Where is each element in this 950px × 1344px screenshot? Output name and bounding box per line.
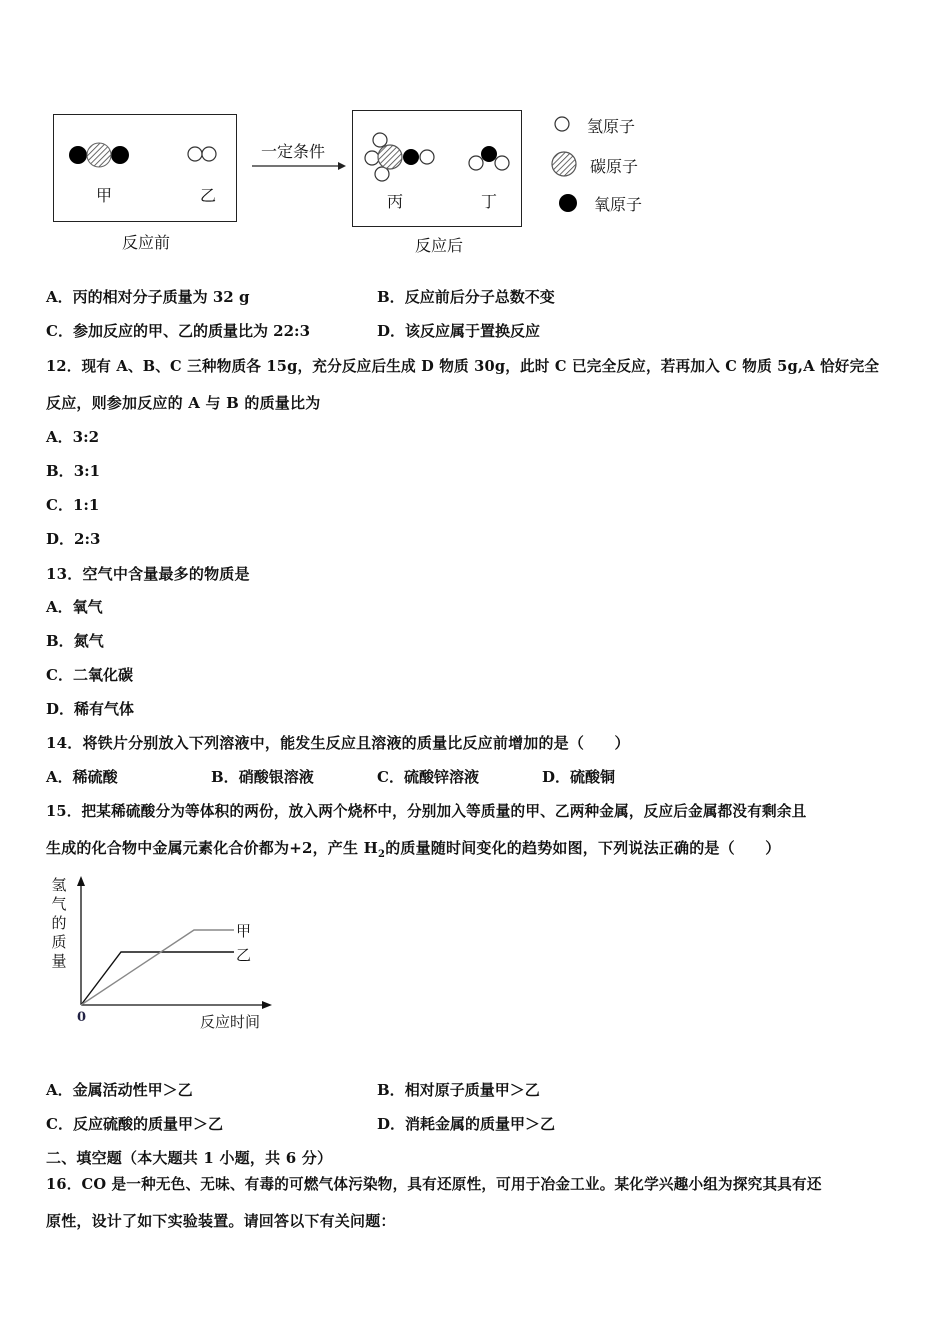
q15-stem-line2	[46, 837, 780, 860]
option-text: 参加反应的甲、乙的质量比为 22:3	[72, 322, 311, 340]
option-key: B．	[46, 462, 74, 480]
option-key: A．	[46, 1081, 73, 1099]
q15-option-d[interactable]	[377, 1113, 555, 1134]
legend-oxygen-label: 氧原子	[594, 195, 643, 214]
option-text: 氮气	[73, 632, 104, 650]
stem-text: 的质量随时间变化的趋势如图，下列说法正确的是（ ）	[385, 839, 781, 857]
q15-option-c[interactable]	[46, 1113, 223, 1134]
q11-option-d[interactable]	[377, 320, 540, 341]
q14-stem: 14．将铁片分别放入下列溶液中，能发生反应且溶液的质量比反应前增加的是（ ）	[46, 734, 630, 752]
option-text: 反应硫酸的质量甲＞乙	[72, 1115, 223, 1133]
graph-origin-label: 0	[77, 1010, 87, 1025]
hydrogen-atom-icon	[553, 115, 571, 133]
q13-option-b[interactable]	[46, 630, 104, 651]
q11-option-c[interactable]	[46, 320, 310, 341]
option-key: A．	[46, 768, 73, 786]
q11-option-a[interactable]	[46, 286, 249, 307]
q14-option-a[interactable]	[46, 766, 118, 787]
option-text: 稀有气体	[74, 700, 135, 718]
q12-option-c[interactable]	[46, 494, 99, 515]
carbon-atom-icon	[550, 150, 578, 178]
q12-stem-line2: 反应，则参加反应的 A 与 B 的质量比为	[46, 394, 321, 412]
q13-option-d[interactable]	[46, 698, 134, 719]
q15-stem-line1: 15．把某稀硫酸分为等体积的两份，放入两个烧杯中，分别加入等质量的甲、乙两种金属，反应后金属都没有剩余且	[46, 803, 807, 820]
hydrogen-mass-graph	[46, 868, 286, 1043]
legend-hydrogen-label: 氢原子	[587, 117, 636, 136]
y-label-char: 的	[51, 914, 67, 932]
option-text: 硫酸铜	[570, 768, 616, 786]
q14-option-d[interactable]	[542, 766, 615, 787]
option-key: D．	[377, 322, 406, 340]
before-reaction-box	[53, 114, 237, 222]
option-text: 3:1	[73, 462, 101, 480]
after-reaction-caption: 反应后	[415, 236, 464, 255]
option-key: C．	[46, 666, 73, 684]
option-text: 消耗金属的质量甲＞乙	[405, 1115, 556, 1133]
q16-stem-line1: 16．CO 是一种无色、无味、有毒的可燃气体污染物，具有还原性，可用于冶金工业。某化学兴趣小组为探究其具有还	[46, 1176, 822, 1193]
reaction-arrow-icon	[250, 160, 348, 172]
y-label-char: 质	[51, 933, 67, 951]
q12-option-a[interactable]	[46, 426, 99, 447]
option-text: 丙的相对分子质量为 32 g	[72, 288, 250, 306]
option-key: B．	[211, 768, 239, 786]
option-text: 3:2	[72, 428, 100, 446]
q13-stem: 13．空气中含量最多的物质是	[46, 565, 250, 583]
option-key: D．	[377, 1115, 406, 1133]
y-label-char: 氢	[51, 876, 67, 894]
option-text: 稀硫酸	[72, 768, 118, 786]
option-key: C．	[46, 322, 73, 340]
subscript: 2	[378, 849, 386, 860]
graph-x-axis-label: 反应时间	[200, 1013, 261, 1031]
q15-option-b[interactable]	[377, 1079, 540, 1100]
q16-stem-line2: 原性，设计了如下实验装置。请回答以下有关问题：	[46, 1212, 396, 1230]
option-text: 相对原子质量甲＞乙	[404, 1081, 540, 1099]
option-key: D．	[46, 700, 75, 718]
option-key: C．	[46, 496, 73, 514]
option-text: 1:1	[72, 496, 100, 514]
q14-option-b[interactable]	[211, 766, 314, 787]
graph-y-axis-label	[49, 876, 69, 971]
molecule-label-ding: 丁	[481, 192, 498, 211]
section-title-fill-in: 二、填空题（本大题共 1 小题，共 6 分）	[46, 1149, 333, 1167]
after-reaction-box	[352, 110, 522, 227]
q13-option-a[interactable]	[46, 596, 103, 617]
q11-option-b[interactable]	[377, 286, 555, 307]
y-label-char: 气	[51, 895, 67, 913]
molecule-label-yi: 乙	[200, 186, 217, 205]
option-key: D．	[542, 768, 571, 786]
legend-carbon-label: 碳原子	[590, 157, 639, 176]
option-text: 该反应属于置换反应	[405, 322, 541, 340]
y-label-char: 量	[51, 952, 67, 970]
option-text: 反应前后分子总数不变	[404, 288, 555, 306]
q12-stem-line1: 12．现有 A、B、C 三种物质各 15g，充分反应后生成 D 物质 30g，此时 C 已完全反应，若再加入 C 物质 5g,A 恰好完全	[46, 358, 880, 375]
option-text: 硫酸锌溶液	[403, 768, 479, 786]
stem-text: 生成的化合物中金属元素化合价都为+2，产生 H	[46, 839, 379, 857]
option-text: 硝酸银溶液	[238, 768, 314, 786]
option-key: A．	[46, 288, 73, 306]
q12-option-d[interactable]	[46, 528, 100, 549]
q15-option-a[interactable]	[46, 1079, 193, 1100]
molecule-label-jia: 甲	[96, 186, 113, 205]
reaction-condition-label: 一定条件	[261, 142, 326, 161]
q12-option-b[interactable]	[46, 460, 100, 481]
option-text: 二氧化碳	[72, 666, 133, 684]
option-key: D．	[46, 530, 75, 548]
option-key: A．	[46, 428, 73, 446]
option-text: 2:3	[74, 530, 101, 548]
option-key: B．	[46, 632, 74, 650]
option-key: B．	[377, 1081, 405, 1099]
before-reaction-caption: 反应前	[122, 233, 171, 252]
molecule-label-bing: 丙	[387, 192, 404, 211]
option-text: 金属活动性甲＞乙	[72, 1081, 193, 1099]
graph-series-label-yi: 乙	[236, 946, 252, 964]
option-key: B．	[377, 288, 405, 306]
q14-option-c[interactable]	[377, 766, 479, 787]
option-key: C．	[46, 1115, 73, 1133]
oxygen-atom-icon	[558, 193, 578, 213]
q13-option-c[interactable]	[46, 664, 133, 685]
option-key: A．	[46, 598, 73, 616]
option-key: C．	[377, 768, 404, 786]
graph-series-label-jia: 甲	[236, 922, 252, 940]
option-text: 氧气	[72, 598, 103, 616]
